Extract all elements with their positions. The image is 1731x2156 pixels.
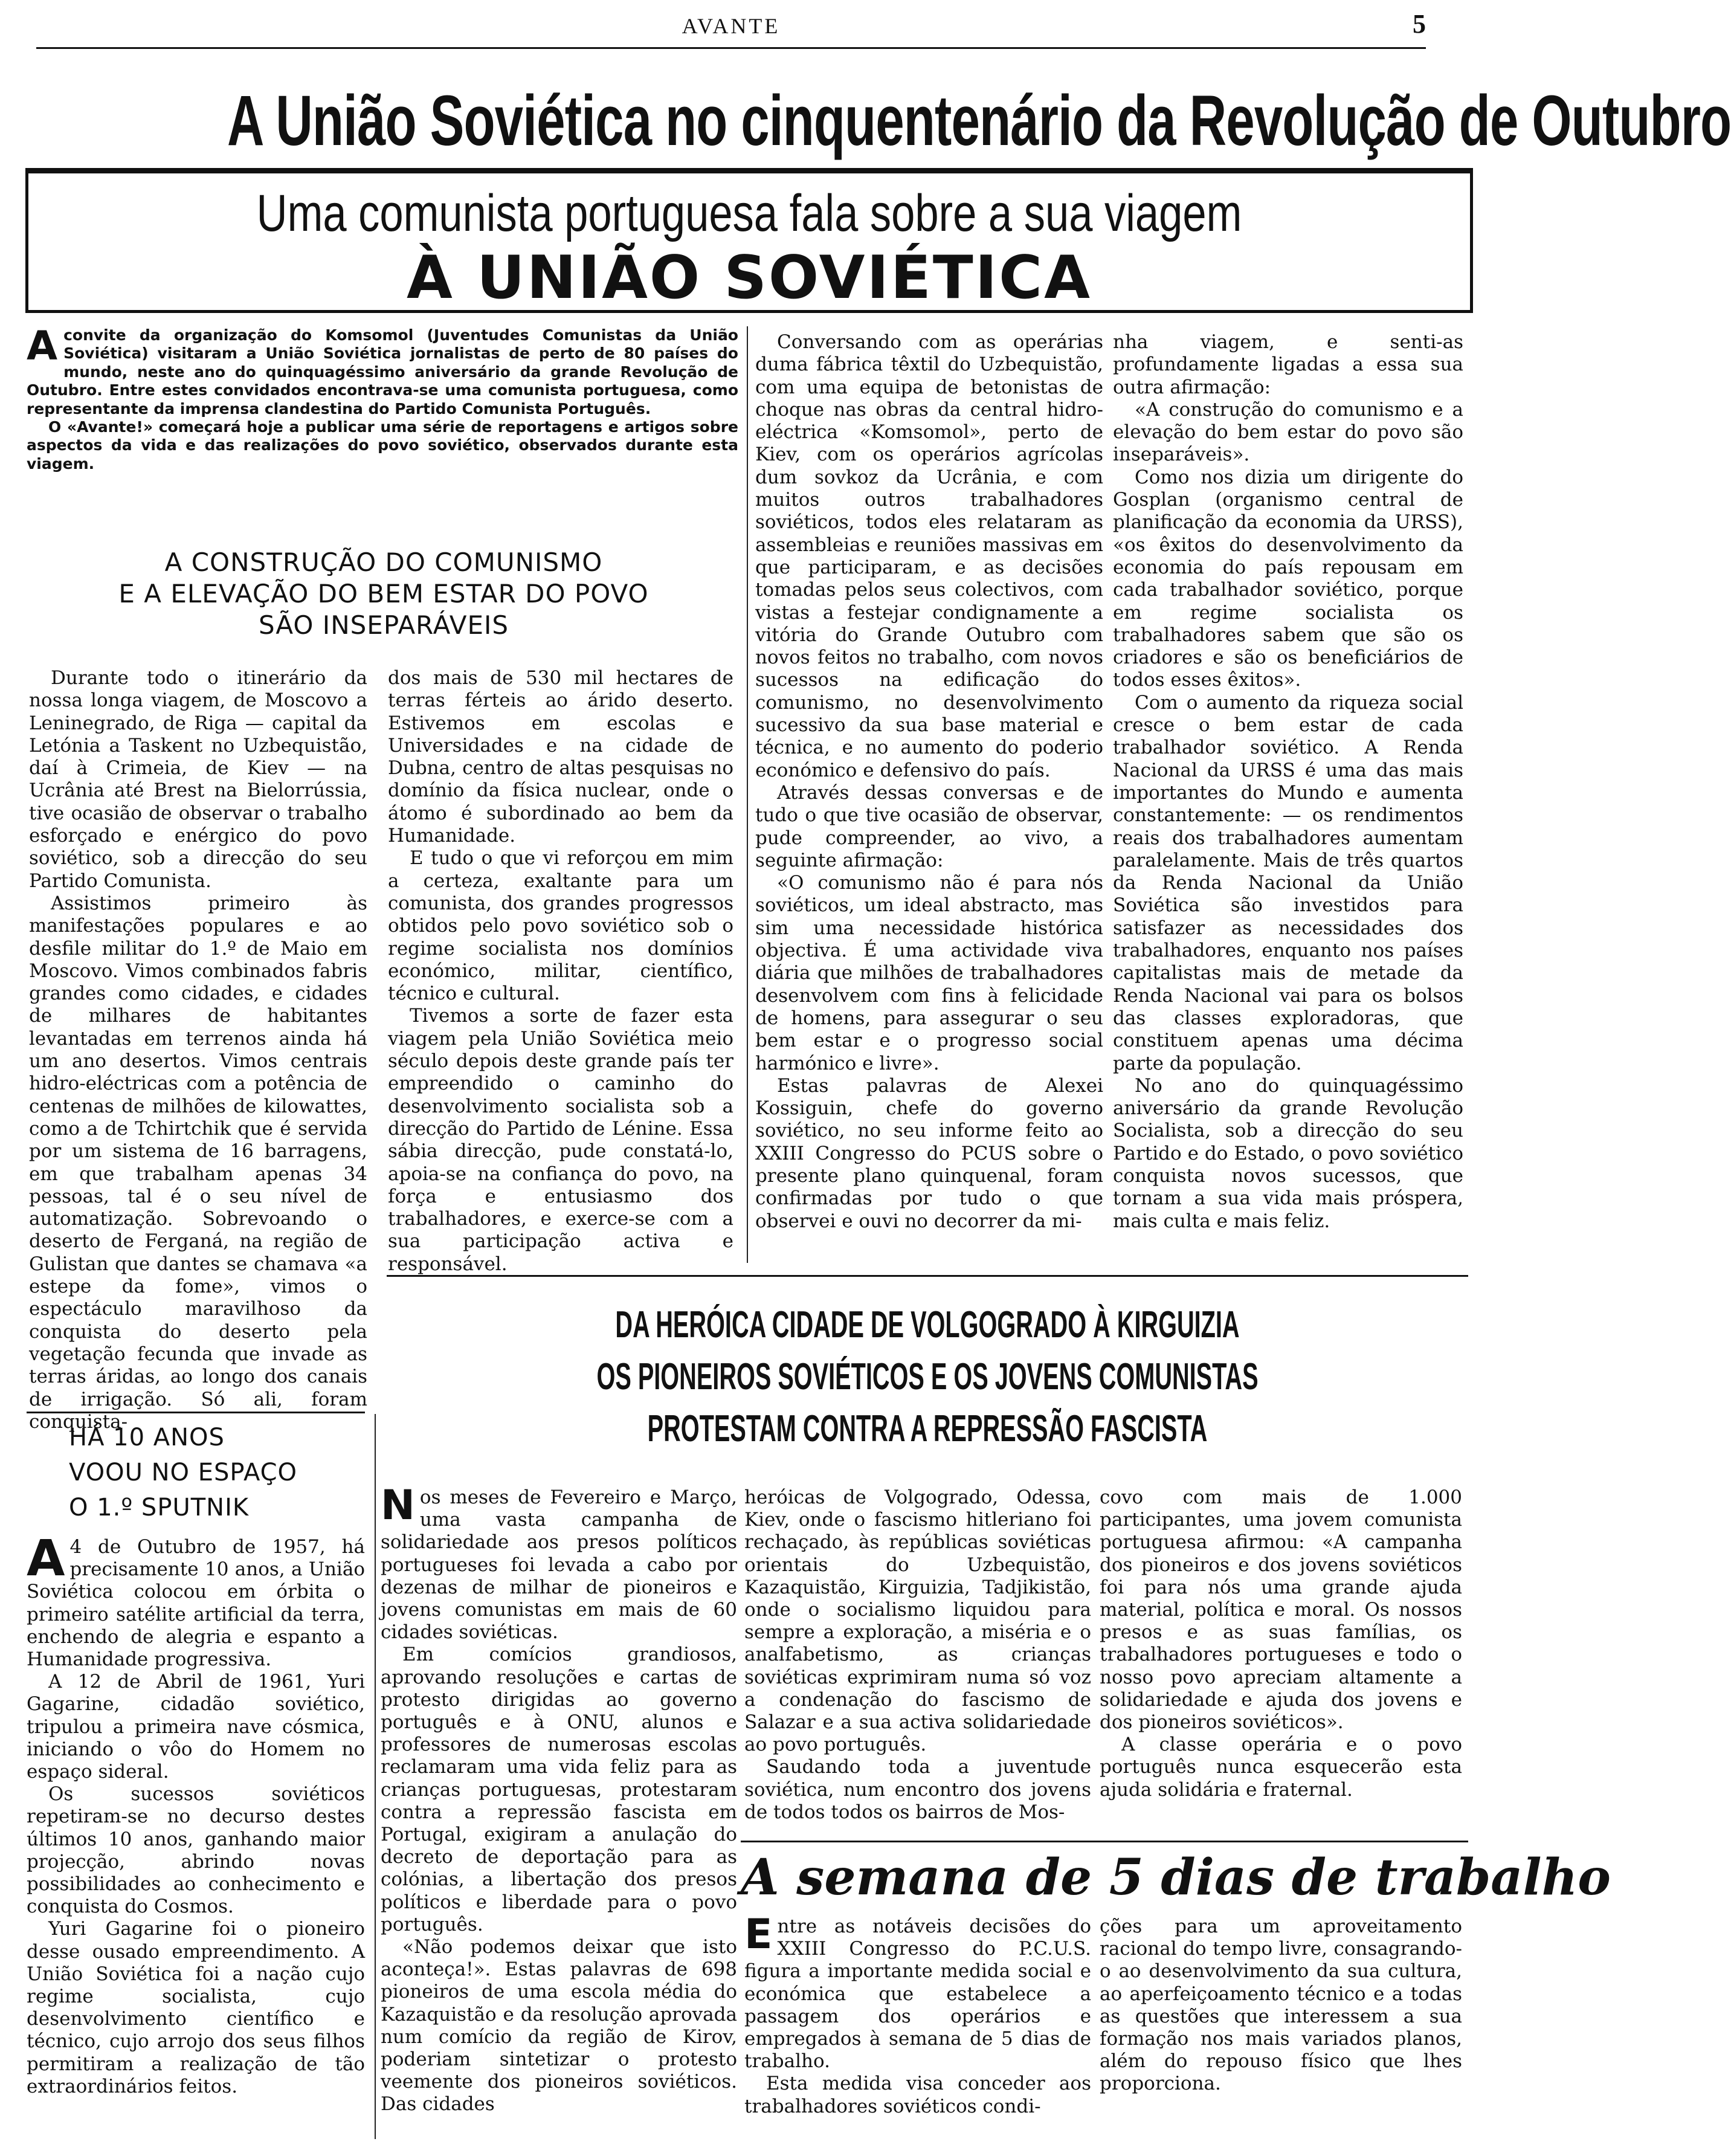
pioneers-col3 [1100, 1486, 1462, 1837]
semana-headline: A semana de 5 dias de trabalho [741, 1848, 1611, 1906]
col1-paragraph: Assistimos primeiro às manifestações populares e ao desfile militar do 1.º de Maio em Moscovo. Vimos combinados fabris grandes como cidades, e cidades de milhares de habitantes levantadas em terrenos ainda há um ano desertos. Vimos centrais hidro-eléctricas com a potência de centenas de milhões de kilowattes, como a de Tchirtchik que é servida por um sistema de 16 barragens, em que trabalham apenas 34 pessoas, tal é o seu nível de automatização. Sobrevoando o deserto de Ferganá, na região de Gulistan que dantes se chamava «a estepe da fome», vimos o espectáculo maravilhoso da conquista do deserto pela vegetação fecunda que invade as terras áridas, ao longo dos canais de irrigação. Só ali, foram conquista- [29, 892, 367, 1433]
pioneers-text: os meses de Fevereiro e Março, uma vasta campanha de solidariedade aos presos políticos portugueses foi levada a cabo por dezenas de milhar de pioneiros e jovens comunistas em mais de 60 cidades soviéticas. [381, 1486, 737, 1644]
section-rule [387, 1275, 1468, 1277]
semana-paragraph: ções para um aproveitamento racional do tempo livre, consagrando-o ao desenvolvimento da sua cultura, ao aperfeiçoamento técnico e a todas as questões que interessem a sua formação nos mais variados planos, além do repouso físico que lhes proporciona. [1100, 1916, 1462, 2095]
pioneers-paragraph: covo com mais de 1.000 participantes, uma jovem comunista portuguesa afirmou: «A campanha dos pioneiros e dos jovens soviéticos foi para nós uma grande ajuda material, política e moral. Os nossos presos e as suas famílias, os trabalhadores portugueses e todo o nosso povo apreciam altamente a solidariedade e ajuda dos jovens e dos pioneiros soviéticos». [1100, 1486, 1462, 1734]
main-headline: A União Soviética no cinquentenário da Revolução de Outubro [227, 81, 1731, 161]
page-number: 5 [1413, 9, 1426, 39]
sputnik-paragraph: Yuri Gagarine foi o pioneiro desse ousado empreendimento. A União Soviética foi a nação cujo regime socialista, cujo desenvolvimento científico e técnico, cujo arrojo dos seus filhos permitiram a realização de tão extraordinários feitos. [27, 1918, 365, 2097]
subhead [36, 547, 731, 644]
intro-dropcap: A [27, 323, 58, 369]
col3-paragraph: Estas palavras de Alexei Kossiguin, chefe do governo soviético, no seu informe feito ao XXIII Congresso do PCUS sobre o presente plano quinquenal, foram confirmadas por tudo o que observei e ouvi no decorrer da mi- [755, 1074, 1103, 1232]
pioneers-paragraph: A classe operária e o povo português nunca esquecerão esta ajuda solidária e fraternal. [1100, 1734, 1462, 1801]
sputnik-paragraph: Os sucessos soviéticos repetiram-se no decurso destes últimos 10 anos, ganhando maior projecção, abrindo novas possibilidades ao conhecimento e conquista do Cosmos. [27, 1783, 365, 1918]
pioneers-paragraph: heróicas de Volgogrado, Odessa, Kiev, onde o fascismo hitleriano foi rechaçado, às repúblicas soviéticas orientais do Uzbequistão, Kazaquistão, Kirguizia, Tadjikistão, onde o socialismo liquidou para sempre a exploração, a miséria e o analfabetismo, as crianças soviéticas exprimiram numa só voz a condenação do fascismo de Salazar e a sua activa solidariedade ao povo português. [744, 1486, 1091, 1756]
main-article-col4 [1113, 331, 1463, 1265]
col3-paragraph: Através dessas conversas e de tudo o que tive ocasião de observar, pude compreender, ao vivo, a seguinte afirmação: [755, 781, 1103, 871]
subhead-line1: A CONSTRUÇÃO DO COMUNISMO [164, 547, 603, 577]
article-intro [27, 323, 738, 541]
pioneers-paragraph: Em comícios grandiosos, aprovando resoluções e cartas de protesto dirigidas ao governo português e à ONU, alunos e professores de numerosas escolas reclamaram uma vida feliz para as crianças portuguesas, protestaram contra a repressão fascista em Portugal, exigiram a anulação do decreto de deportação para as colónias, a libertação dos presos políticos e liberdade para o povo português. [381, 1644, 737, 1935]
main-article-col3 [755, 331, 1103, 1265]
sputnik-text: 4 de Outubro de 1957, há precisamente 10 anos, a União Soviética colocou em órbita o primeiro satélite artificial da terra, enchendo de alegria e espanto a Humanidade progressiva. [27, 1536, 365, 1671]
semana-dropcap: E [744, 1911, 773, 1958]
masthead-rule [36, 47, 1426, 49]
pioneers-paragraph [381, 1482, 737, 1644]
article-title-box [25, 168, 1473, 313]
col4-paragraph: «A construção do comunismo e a elevação do bem estar do povo são inseparáveis». [1113, 398, 1463, 466]
intro-paragraph-2: O «Avante!» começará hoje a publicar uma série de reportagens e artigos sobre aspectos da vida e das realizações do povo soviético, observados durante esta viagem. [27, 418, 738, 473]
subhead-line2: E A ELEVAÇÃO DO BEM ESTAR DO POVO [118, 579, 649, 608]
sputnik-box [27, 1420, 365, 2145]
intro-paragraph-1 [27, 323, 738, 418]
newspaper-name: AVANTE [682, 14, 781, 38]
intro-text-1: convite da organização do Komsomol (Juventudes Comunistas da União Soviética) visitaram a União Soviética jornalistas de perto de 80 países do mundo, neste ano do quinquagéssimo aniversário da grande Revolução de Outubro. Entre estes convidados encontrava-se uma comunista portuguesa, como representante da imprensa clandestina do Partido Comunista Português. [27, 326, 738, 418]
pioneers-paragraph: Saudando toda a juventude soviética, num encontro dos jovens de todos todos os bairros de Mos- [744, 1756, 1091, 1823]
column-rule [747, 326, 748, 1263]
col2-paragraph: Tivemos a sorte de fazer esta viagem pela União Soviética meio século depois deste grande país ter empreendido o caminho do desenvolvimento socialista sob a direcção do Partido de Lénine. Essa sábia direcção, pude constatá-lo, apoia-se na confiança do povo, na força e entusiasmo dos trabalhadores, e exerce-se com a sua participação activa e responsável. [388, 1005, 733, 1275]
article-title-line1: Uma comunista portuguesa fala sobre a sua viagem [256, 184, 1242, 242]
col4-paragraph: Com o aumento da riqueza social cresce o bem estar de cada trabalhador soviético. A Renda Nacional da URSS é uma das mais importantes do Mundo e aumenta constantemente: — os rendimentos reais dos trabalhadores aumentam paralelamente. Mais de três quartos da Renda Nacional da União Soviética são investidos para satisfazer as necessidades dos trabalhadores, enquanto nos países capitalistas mais de metade da Renda Nacional vai para os bolsos das classes exploradoras, que constituem apenas uma décima parte da população. [1113, 691, 1463, 1074]
subhead-line3: SÃO INSEPARÁVEIS [258, 610, 509, 640]
col4-paragraph: Como nos dizia um dirigente do Gosplan (organismo central de planificação da economia da URSS), «os êxitos do desenvolvimento da economia do país repousam em cada trabalhador soviético, porque em regime socialista os trabalhadores sabem que são os criadores e são os beneficiários de todos esses êxitos». [1113, 466, 1463, 691]
semana-col2 [1100, 1916, 1462, 2145]
semana-rule [741, 1841, 1468, 1842]
col1-paragraph: Durante todo o itinerário da nossa longa viagem, de Moscovo a Leninegrado, de Riga — capital da Letónia a Taskent no Uzbequistão, daí à Crimeia, de Kiev — na Ucrânia até Brest na Bielorrússia, tive ocasião de observar o trabalho esforçado e enérgico do povo soviético, sob a direcção do seu Partido Comunista. [29, 667, 367, 892]
sputnik-title-line3: O 1.º SPUTNIK [69, 1494, 250, 1522]
masthead [36, 7, 1426, 56]
col4-paragraph: No ano do quinquagéssimo aniversário da grande Revolução Socialista, sob a direcção do seu Partido e do Estado, o povo soviético conquista novos sucessos, que tornam a sua vida mais próspera, mais culta e mais feliz. [1113, 1074, 1463, 1232]
main-article-col1 [29, 667, 367, 1433]
sputnik-paragraph [27, 1530, 365, 1671]
pioneers-dropcap: N [381, 1482, 415, 1529]
pioneers-headline-line2: OS PIONEIROS SOVIÉTICOS E OS JOVENS COMUNISTAS [596, 1356, 1259, 1398]
col2-paragraph: E tudo o que vi reforçou em mim a certeza, exaltante para um comunista, dos grandes progressos obtidos pelo povo soviético sob o regime socialista nos domínios económico, militar, científico, técnico e cultural. [388, 847, 733, 1005]
pioneers-headline-line3: PROTESTAM CONTRA A REPRESSÃO FASCISTA [647, 1408, 1208, 1450]
sputnik-rule [27, 1412, 365, 1413]
col3-paragraph: Conversando com as operárias duma fábrica têxtil do Uzbequistão, com uma equipa de betonistas de choque nas obras da central hidro-eléctrica «Komsomol», perto de Kiev, com os operários agrícolas dum sovkoz da Ucrânia, e com muitos outros trabalhadores soviéticos, todos eles relataram as assembleias e reuniões massivas em que participaram, e as decisões tomadas pelos seus colectivos, com vistas a festejar condignamente a vitória do Grande Outubro com novos feitos no trabalho, com novos sucessos na edificação do comunismo, no desenvolvimento sucessivo da sua base material e técnica, e no aumento do poderio económico e defensivo do país. [755, 331, 1103, 781]
semana-paragraph [744, 1911, 1091, 2073]
pioneers-headline [387, 1299, 1468, 1480]
col4-paragraph: nha viagem, e senti-as profundamente ligadas a essa sua outra afirmação: [1113, 331, 1463, 398]
pioneers-paragraph: «Não podemos deixar que isto aconteça!». Estas palavras de 698 pioneiros de uma escola média do Kazaquistão e da resolução aprovada num comício da região de Kirov, poderiam sintetizar o protesto veemente dos pioneiros soviéticos. Das cidades [381, 1936, 737, 2116]
pioneers-col2 [744, 1486, 1091, 1837]
pioneers-col1 [381, 1482, 737, 2142]
sputnik-title-line2: VOOU NO ESPAÇO [69, 1459, 298, 1486]
sputnik-title-line1: HÁ 10 ANOS [69, 1424, 225, 1451]
article-title-line2: À UNIÃO SOVIÉTICA [407, 244, 1092, 312]
pioneers-headline-line1: DA HERÓICA CIDADE DE VOLGOGRADO À KIRGUIZIA [615, 1304, 1240, 1346]
semana-text: ntre as notáveis decisões do XXIII Congresso do P.C.U.S. figura a importante medida social e económica que estabelece a passagem dos operários e empregados à semana de 5 dias de trabalho. [744, 1916, 1091, 2073]
col2-paragraph: dos mais de 530 mil hectares de terras férteis ao árido deserto. Estivemos em escolas e Universidades e na cidade de Dubna, centro de altas pesquisas no domínio da física nuclear, onde o átomo é subordinado ao bem da Humanidade. [388, 667, 733, 847]
sputnik-dropcap: A [27, 1530, 65, 1587]
main-article-col2 [388, 667, 733, 1275]
sputnik-paragraph: A 12 de Abril de 1961, Yuri Gagarine, cidadão soviético, tripulou a primeira nave cósmica, iniciando o vôo do Homem no espaço sideral. [27, 1671, 365, 1783]
semana-col1 [744, 1911, 1091, 2145]
semana-paragraph: Esta medida visa conceder aos trabalhadores soviéticos condi- [744, 2073, 1091, 2117]
column-rule [375, 1414, 376, 2139]
col3-paragraph: «O comunismo não é para nós soviéticos, um ideal abstracto, mas sim uma necessidade histórica objectiva. É uma actividade viva diária que milhões de trabalhadores desenvolvem com fins à felicidade de homens, para assegurar o seu bem estar e o progresso social harmónico e livre». [755, 872, 1103, 1074]
